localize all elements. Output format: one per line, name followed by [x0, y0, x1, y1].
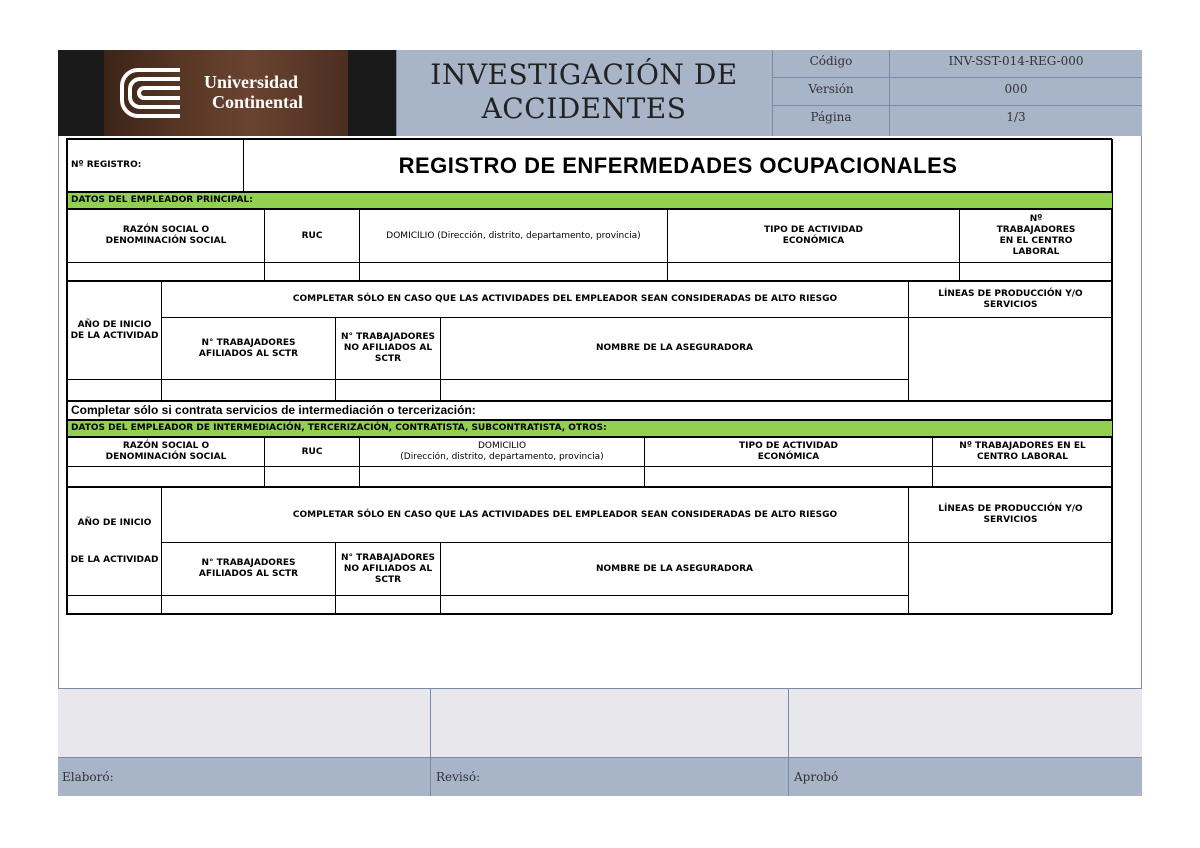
col-lineas-produccion: LÍNEAS DE PRODUCCIÓN Y/O SERVICIOS: [909, 282, 1113, 318]
signature-area: [58, 688, 1142, 758]
col-num-trabajadores: Nº TRABAJADORES EN EL CENTRO LABORAL: [960, 210, 1113, 263]
registro-label: Nº REGISTRO:: [68, 140, 244, 192]
meta-value: INV-SST-014-REG-000: [948, 54, 1084, 68]
col-razon-social: RAZÓN SOCIAL O DENOMINACIÓN SOCIAL: [68, 210, 265, 263]
field2-ruc[interactable]: [265, 467, 360, 487]
col2-afiliados-sctr: N° TRABAJADORES AFILIADOS AL SCTR: [162, 543, 336, 596]
elaboro-label: Elaboró:: [62, 770, 114, 784]
col-anio-inicio: AÑO DE INICIO DE LA ACTIVIDAD: [68, 282, 162, 380]
field-tipo-actividad[interactable]: [668, 263, 960, 281]
col2-anio-inicio: [68, 488, 162, 596]
registro-title-table: [67, 139, 1113, 192]
footer-divider: [430, 688, 431, 796]
section1-band: [67, 192, 1113, 209]
note-band: [67, 401, 1113, 420]
field-lineas-produccion[interactable]: [909, 318, 1113, 401]
field-aseguradora[interactable]: [441, 380, 909, 401]
field-ruc[interactable]: [265, 263, 360, 281]
title-line-1: INVESTIGACIÓN DE: [430, 58, 738, 91]
meta-value: 000: [1004, 82, 1028, 96]
intermediacion-note: Completar sólo si contrata servicios de intermediación o tercerización:: [68, 402, 1113, 420]
meta-key: Versión: [772, 78, 890, 105]
field-afiliados-sctr[interactable]: [162, 380, 336, 401]
col-aseguradora: NOMBRE DE LA ASEGURADORA: [441, 318, 909, 380]
meta-value: 1/3: [1006, 110, 1026, 124]
alto-riesgo-note: COMPLETAR SÓLO EN CASO QUE LAS ACTIVIDADES DEL EMPLEADOR SEAN CONSIDERADAS DE ALTO RIESGO: [162, 282, 909, 318]
col2-domicilio: [360, 438, 645, 467]
col2-domicilio-line2: (Dirección, distrito, departamento, provincia): [400, 452, 604, 462]
field2-anio-inicio[interactable]: [68, 596, 162, 614]
col-afiliados-sctr: N° TRABAJADORES AFILIADOS AL SCTR: [162, 318, 336, 380]
field-no-afiliados-sctr[interactable]: [336, 380, 441, 401]
field-razon-social[interactable]: [68, 263, 265, 281]
form-title: REGISTRO DE ENFERMEDADES OCUPACIONALES: [244, 140, 1113, 192]
logo-line-2: Continental: [212, 92, 304, 112]
field-anio-inicio[interactable]: [68, 380, 162, 401]
footer-divider: [788, 688, 789, 796]
col-ruc: RUC: [265, 210, 360, 263]
intermediacion-table: [67, 437, 1113, 487]
field2-razon-social[interactable]: [68, 467, 265, 487]
field2-afiliados-sctr[interactable]: [162, 596, 336, 614]
field2-no-afiliados-sctr[interactable]: [336, 596, 441, 614]
col-no-afiliados-sctr: N° TRABAJADORES NO AFILIADOS AL SCTR: [336, 318, 441, 380]
principal-risk-table: [67, 281, 1113, 401]
col2-anio-line2: DE LA ACTIVIDAD: [70, 554, 159, 565]
document-title: [396, 58, 772, 126]
col2-lineas-produccion: LÍNEAS DE PRODUCCIÓN Y/O SERVICIOS: [909, 488, 1113, 543]
reviso-label: Revisó:: [436, 770, 481, 784]
meta-key: Código: [772, 50, 890, 77]
field2-tipo-actividad[interactable]: [645, 467, 933, 487]
section-header-intermediacion: DATOS DEL EMPLEADOR DE INTERMEDIACIÓN, TERCERIZACIÓN, CONTRATISTA, SUBCONTRATISTA, OTROS:: [68, 421, 1113, 437]
col2-no-afiliados-sctr: N° TRABAJADORES NO AFILIADOS AL SCTR: [336, 543, 441, 596]
section2-band: [67, 420, 1113, 437]
col-tipo-actividad: TIPO DE ACTIVIDAD ECONÓMICA: [668, 210, 960, 263]
field2-lineas-produccion[interactable]: [909, 543, 1113, 614]
intermediacion-risk-table: [67, 487, 1113, 614]
logo-text: [204, 72, 303, 112]
col2-num-trabajadores: Nº TRABAJADORES EN EL CENTRO LABORAL: [933, 438, 1113, 467]
field-num-trabajadores[interactable]: [960, 263, 1113, 281]
registro-form: [66, 138, 1112, 615]
field2-num-trabajadores[interactable]: [933, 467, 1113, 487]
col2-domicilio-line1: DOMICILIO: [477, 441, 527, 451]
col2-razon-social: RAZÓN SOCIAL O DENOMINACIÓN SOCIAL: [68, 438, 265, 467]
principal-table: [67, 209, 1113, 281]
col2-tipo-actividad: TIPO DE ACTIVIDAD ECONÓMICA: [645, 438, 933, 467]
signature-labels: [58, 758, 1142, 796]
col2-aseguradora: NOMBRE DE LA ASEGURADORA: [441, 543, 909, 596]
meta-row-version: [772, 78, 1142, 106]
col-domicilio: DOMICILIO (Dirección, distrito, departamento, provincia): [360, 210, 668, 263]
meta-row-pagina: [772, 106, 1142, 136]
logo-line-1: Universidad: [204, 72, 299, 92]
aprobo-label: Aprobó: [794, 770, 839, 784]
meta-row-codigo: [772, 50, 1142, 78]
alto-riesgo-note-2: COMPLETAR SÓLO EN CASO QUE LAS ACTIVIDADES DEL EMPLEADOR SEAN CONSIDERADAS DE ALTO RIESGO: [162, 488, 909, 543]
university-logo-icon: [120, 66, 184, 120]
field2-domicilio[interactable]: [360, 467, 645, 487]
section-header-principal: DATOS DEL EMPLEADOR PRINCIPAL:: [68, 193, 1113, 209]
col2-ruc: RUC: [265, 438, 360, 467]
title-line-2: ACCIDENTES: [481, 92, 687, 125]
field2-aseguradora[interactable]: [441, 596, 909, 614]
col2-anio-line1: AÑO DE INICIO: [77, 517, 152, 528]
field-domicilio[interactable]: [360, 263, 668, 281]
meta-key: Página: [772, 106, 890, 136]
